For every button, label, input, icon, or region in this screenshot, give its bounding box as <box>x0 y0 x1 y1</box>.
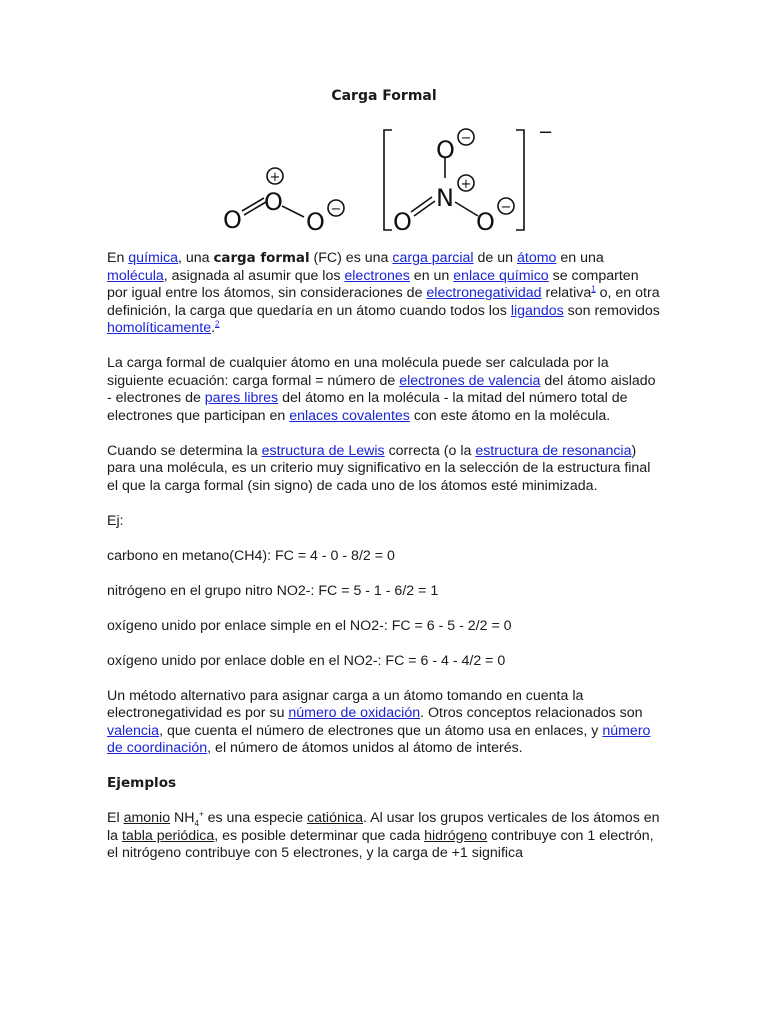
ozone-negative-charge: − <box>330 202 342 217</box>
nitrite-atom-o-right: O <box>476 208 495 236</box>
term-tabla-periodica: tabla periódica <box>121 827 215 844</box>
amonio-paragraph <box>107 810 663 863</box>
text: . Al usar los grupos verticales de los átomos en la <box>107 810 660 844</box>
term-hidrogeno: hidrógeno <box>424 827 488 844</box>
lewis-structures-figure <box>216 120 556 240</box>
text: es una especie <box>203 810 307 826</box>
nitrite-top-negative-charge: − <box>460 131 472 146</box>
article-body <box>107 250 663 880</box>
text: El <box>107 810 124 826</box>
link-estructura-de-lewis[interactable]: estructura de Lewis <box>261 442 385 459</box>
alternative-method-paragraph <box>107 688 663 758</box>
nitrite-bracket-charge: − <box>538 122 554 143</box>
text: , el número de átomos unidos al átomo de interés. <box>207 740 523 756</box>
text: correcta (o la <box>384 442 476 459</box>
text: La carga formal de cualquier átomo en una molécula puede ser calculada por la siguiente ecuación: carga formal = número de <box>107 355 609 389</box>
example-label: Ej: <box>107 512 124 529</box>
ozone-atom-o3: O <box>306 208 325 236</box>
nitrite-atom-o-left: O <box>393 208 412 236</box>
text: . Otros conceptos relacionados son <box>420 705 643 721</box>
text: o, en otra definición, la carga que quedaría en un átomo cuando todos los <box>107 285 660 319</box>
text: en una <box>556 250 604 266</box>
ozone-structure <box>242 168 344 217</box>
text: NH <box>170 810 195 826</box>
link-quimica[interactable]: química <box>128 250 178 266</box>
text: son removidos <box>563 302 660 319</box>
link-electrones-de-valencia[interactable]: electrones de valencia <box>399 372 541 389</box>
nitrite-n-positive-charge: + <box>460 177 472 192</box>
text: , es posible determinar que cada <box>214 827 425 844</box>
superscript: + <box>199 809 204 819</box>
text: de un <box>473 250 517 266</box>
text: relativa <box>541 285 592 301</box>
text: ) para una molécula, es un criterio muy significativo en la selección de la estructura final el que la carga formal (sin signo) de cada uno de los átomos esté minimizada. <box>107 442 651 494</box>
text: Un método alternativo para asignar carga a un átomo tomando en cuenta la electronegatividad es por su <box>107 687 584 721</box>
link-numero-de-oxidacion[interactable]: número de oxidación <box>288 705 421 721</box>
link-homoliticamente[interactable]: homolíticamente <box>107 320 212 336</box>
intro-paragraph <box>107 250 663 338</box>
text: (FC) es una <box>309 250 393 266</box>
ozone-positive-charge: + <box>269 170 281 185</box>
link-molecula[interactable]: molécula <box>107 267 164 284</box>
link-electrones[interactable]: electrones <box>344 267 410 284</box>
lewis-paragraph <box>107 443 663 496</box>
link-electronegatividad[interactable]: electronegatividad <box>426 285 542 301</box>
term-cationica: catiónica <box>307 810 363 826</box>
text: , asignada al asumir que los <box>163 267 345 284</box>
subscript: 4 <box>194 818 199 828</box>
nitrite-atom-n: N <box>436 184 454 212</box>
example-oxigeno-doble: oxígeno unido por enlace doble en el NO2-: FC = 6 - 4 - 4/2 = 0 <box>107 652 506 669</box>
page-title: Carga Formal <box>331 88 437 104</box>
text: , una <box>177 250 214 266</box>
link-enlace-quimico[interactable]: enlace químico <box>453 267 549 284</box>
ozone-atom-o1: O <box>223 206 242 234</box>
text: se comparten por igual entre los átomos, sin consideraciones de <box>107 267 639 301</box>
link-valencia[interactable]: valencia <box>107 722 160 739</box>
text: Cuando se determina la <box>107 442 262 459</box>
link-estructura-de-resonancia[interactable]: estructura de resonancia <box>475 442 632 459</box>
nitrite-right-negative-charge: − <box>500 200 512 215</box>
text: con este átomo en la molécula. <box>409 407 611 424</box>
link-numero-de-coordinacion[interactable]: número de coordinación <box>107 722 651 756</box>
reference-1[interactable]: 1 <box>591 284 596 294</box>
ozone-atom-o2: O <box>264 188 283 216</box>
text: contribuye con 1 electrón, el nitrógeno contribuye con 5 electrones, y la carga de +1 significa <box>107 827 654 861</box>
reference-2[interactable]: 2 <box>215 319 220 329</box>
text: del átomo aislado - electrones de <box>107 372 656 406</box>
example-oxigeno-simple: oxígeno unido por enlace simple en el NO2-: FC = 6 - 5 - 2/2 = 0 <box>107 617 512 634</box>
example-carbono: carbono en metano(CH4): FC = 4 - 0 - 8/2 = 0 <box>107 547 395 564</box>
text: , que cuenta el número de electrones que un átomo usa en enlaces, y <box>159 722 603 739</box>
link-ligandos[interactable]: ligandos <box>510 302 564 319</box>
example-nitrogeno: nitrógeno en el grupo nitro NO2-: FC = 5 - 1 - 6/2 = 1 <box>107 582 439 599</box>
term-amonio: amonio <box>123 810 171 826</box>
link-atomo[interactable]: átomo <box>516 250 557 266</box>
section-heading-ejemplos: Ejemplos <box>107 775 177 791</box>
link-pares-libres[interactable]: pares libres <box>204 390 279 406</box>
bold-term: carga formal <box>213 251 310 266</box>
link-carga-parcial[interactable]: carga parcial <box>392 250 474 266</box>
nitrite-atom-o-top: O <box>436 136 455 164</box>
text: . <box>211 320 216 336</box>
equation-paragraph <box>107 355 663 425</box>
text: En <box>107 250 129 266</box>
text: del átomo en la molécula - la mitad del número total de electrones que participan en <box>107 390 628 424</box>
link-enlaces-covalentes[interactable]: enlaces covalentes <box>289 407 410 424</box>
text: en un <box>409 267 454 284</box>
